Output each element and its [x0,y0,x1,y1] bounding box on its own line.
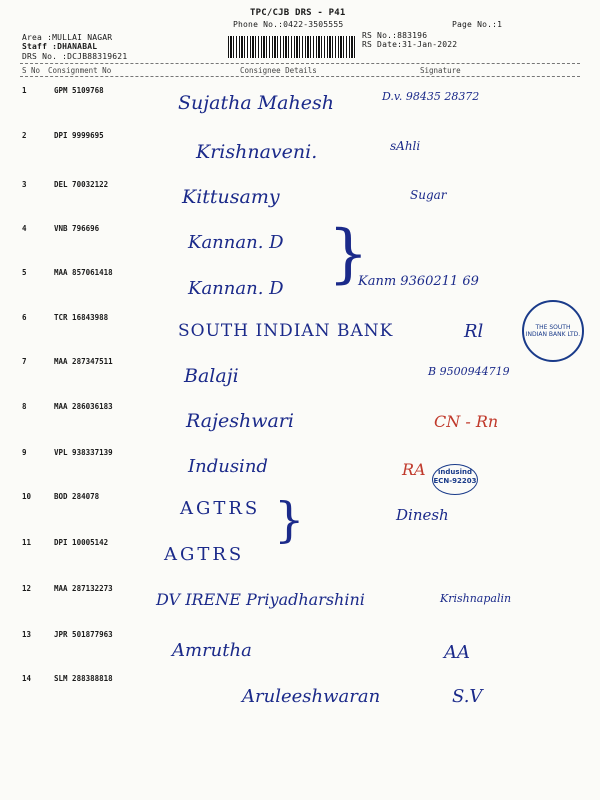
list-item [0,402,600,452]
row-consignment: TCR 16843988 [54,313,109,322]
row-sno: 6 [22,313,27,322]
row-consignment: MAA 857061418 [54,268,113,277]
row-consignee: AGTRS [164,544,245,565]
row-signature: B 9500944719 [428,365,510,378]
row-sno: 9 [22,448,27,457]
list-item [0,313,600,363]
row-consignee: Sujatha Mahesh [178,92,334,114]
row-consignment: MAA 287347511 [54,357,113,366]
row-sno: 1 [22,86,27,95]
bracket-mark: } [274,492,305,548]
row-signature: Kanm 9360211 69 [358,274,479,289]
row-consignment: MAA 287132273 [54,584,113,593]
drs-number: DRS No. :DCJB88319621 [22,52,128,61]
row-sno: 3 [22,180,27,189]
list-item [0,86,600,136]
rs-date: RS Date:31-Jan-2022 [362,40,458,49]
row-consignment: DPI 9999695 [54,131,104,140]
row-consignee: Aruleeshwaran [242,686,381,707]
row-signature: sAhli [390,139,421,153]
list-item [0,180,600,230]
column-divider [20,76,580,77]
row-sno: 7 [22,357,27,366]
row-signature: Dinesh [396,506,449,524]
row-consignee: Kannan. D [188,278,284,299]
row-signature: D.v. 98435 28372 [382,90,480,103]
bracket-mark: } [328,217,369,291]
row-sno: 4 [22,224,27,233]
row-consignee: DV IRENE Priyadharshini [156,590,365,609]
col-signature: Signature [420,66,461,75]
list-item [0,268,600,318]
row-consignee: Kannan. D [188,232,284,253]
staff: Staff :DHANABAL [22,42,98,51]
area: Area :MULLAI NAGAR [22,33,113,42]
row-consignment: SLM 288388818 [54,674,113,683]
phone-number: Phone No.:0422-3505555 [233,20,344,29]
row-consignment: VNB 796696 [54,224,100,233]
row-consignment: JPR 501877963 [54,630,113,639]
sheet-title: TPC/CJB DRS - P41 [250,8,346,18]
page-number: Page No.:1 [452,20,503,29]
barcode [228,36,356,58]
list-item [0,448,600,498]
row-sno: 12 [22,584,32,593]
row-consignee: Kittusamy [182,186,280,208]
row-sno: 11 [22,538,32,547]
row-sno: 13 [22,630,32,639]
col-consignment: Consignment No [48,66,112,75]
header-divider [20,63,580,64]
list-item [0,674,600,724]
col-sno: S No [22,66,41,75]
row-consignment: BOD 284078 [54,492,100,501]
row-consignment: DEL 70032122 [54,180,109,189]
row-consignee: Krishnaveni. [196,141,318,163]
row-sno: 5 [22,268,27,277]
row-signature: Sugar [410,188,447,202]
row-consignee: AGTRS [180,498,261,519]
row-consignment: DPI 10005142 [54,538,109,547]
row-signature: S.V [452,686,483,707]
bank-stamp: THE SOUTH INDIAN BANK LTD. [522,300,584,362]
row-consignee: Amrutha [172,640,252,661]
row-signature: CN - Rn [434,412,499,431]
row-sno: 10 [22,492,32,501]
row-consignee: Rajeshwari [186,410,294,432]
row-sno: 8 [22,402,27,411]
row-consignee: SOUTH INDIAN BANK [178,321,394,341]
row-consignee: Balaji [184,365,239,387]
list-item [0,131,600,181]
row-sno: 14 [22,674,32,683]
list-item [0,357,600,407]
row-consignment: MAA 286036183 [54,402,113,411]
row-sno: 2 [22,131,27,140]
row-consignment: VPL 938337139 [54,448,113,457]
list-item [0,538,600,588]
list-item [0,224,600,274]
list-item [0,630,600,680]
col-consignee: Consignee Details [240,66,317,75]
row-consignment: GPM 5109768 [54,86,104,95]
indusind-stamp: indusind ECN-92203 [432,464,478,495]
row-consignee: Indusind [188,456,268,477]
row-signature: Krishnapalin [440,592,512,605]
rs-number: RS No.:883196 [362,31,428,40]
row-signature: Rl [464,321,484,342]
list-item [0,584,600,634]
row-signature: RA [402,460,426,479]
row-signature: AA [444,642,470,663]
